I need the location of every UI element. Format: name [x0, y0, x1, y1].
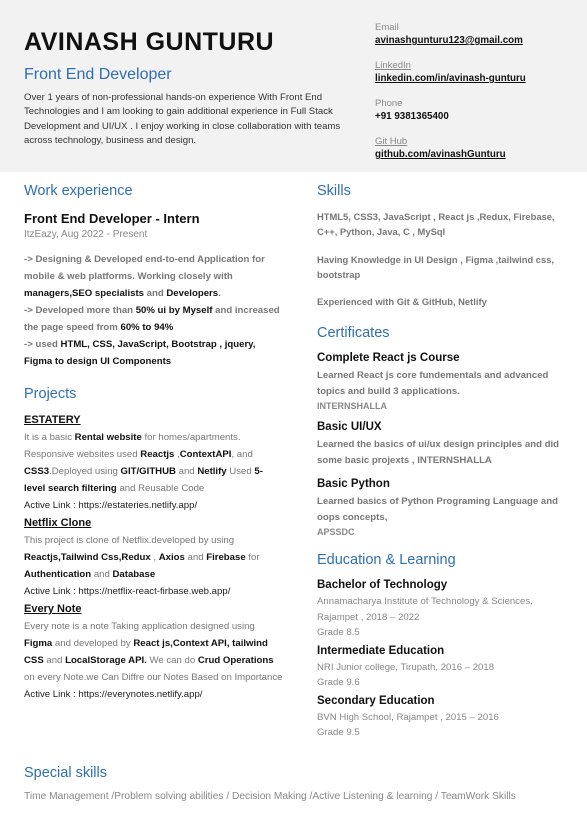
email-label: Email — [375, 22, 399, 33]
education-school: BVN High School, Rajampet , 2015 – 2016 — [317, 711, 499, 723]
work-bullet-1-text-c: and — [143, 288, 167, 299]
skills-languages: HTML5, CSS3, JavaScript , React js ,Redux, Firebase, C++, Python, Java, C , MySql — [317, 211, 555, 237]
education-degree: Bachelor of Technology — [317, 579, 448, 591]
estatery-text-12: Netlify — [197, 466, 227, 477]
certificate-issuer: APSSDC — [317, 527, 355, 537]
project-netflix-link[interactable]: Active Link : https://netflix-react-firbase.web.app/ — [24, 586, 231, 597]
education-school: NRI Junior college, Tirupath, 2016 – 2018 — [317, 661, 495, 673]
work-bullet-1-text-e: . — [218, 288, 221, 299]
certificate-item — [317, 478, 567, 540]
certificate-description: Learned the basics of ui/ux design principles and did some basic projexts , INTERNSHALLA — [317, 439, 560, 466]
project-netflix-description — [24, 532, 284, 583]
work-bullet-1-text-b: managers,SEO specialists — [24, 288, 144, 299]
work-experience-heading: Work experience — [24, 183, 133, 199]
special-skills-list: Time Management /Problem solving abilities / Decision Making /Active Listening & learning / TeamWork Skills — [24, 791, 516, 802]
project-netflix — [24, 517, 284, 600]
job-company-date: ItzEazy, Aug 2022 - Present — [24, 229, 148, 240]
estatery-text-8: CSS3 — [24, 466, 50, 477]
everynote-text-8: Crud Operations — [197, 655, 274, 666]
work-bullet-3 — [24, 336, 284, 370]
estatery-text-6: ContextAPI — [179, 449, 232, 460]
work-bullet-2-text-a: -> Developed more than — [24, 305, 136, 316]
project-estatery-link[interactable]: Active Link : https://estateries.netlify.app/ — [24, 500, 198, 511]
estatery-text-9: .Deployed using — [49, 466, 121, 477]
everynote-text-9: on every Note.we Can Diffre our Notes Based on Importance — [24, 672, 283, 683]
certificates-heading: Certificates — [317, 325, 390, 341]
education-degree: Intermediate Education — [317, 644, 445, 657]
certificate-title: Complete React js Course — [317, 352, 460, 364]
special-skills-heading: Special skills — [24, 765, 107, 781]
education-item — [317, 579, 567, 641]
estatery-text-3: for homes/apartments. Responsive websites used — [24, 432, 241, 460]
work-bullet-2 — [24, 302, 284, 336]
netflix-text-10: Database — [112, 569, 156, 580]
project-everynote-title: Every Note — [24, 603, 82, 615]
special-skills-section — [24, 765, 584, 802]
netflix-text-4: Axios — [158, 552, 185, 563]
education-item — [317, 695, 567, 741]
everynote-text-1: Every note is a note Taking application designed using — [24, 621, 255, 632]
estatery-text-7: , and — [231, 449, 253, 460]
work-bullet-2-text-b: 50% ui by Myself — [135, 305, 213, 316]
education-grade: Grade 8.5 — [317, 627, 360, 638]
skills-tools: Experienced with Git & GitHub, Netlify — [317, 296, 487, 307]
education-school: Annamacharya Institute of Technology & Sciences, Rajampet , 2018 – 2022 — [317, 596, 533, 623]
netflix-text-7: for — [245, 552, 260, 563]
estatery-text-10: GIT/GITHUB — [120, 466, 176, 477]
linkedin-label: LinkedIn — [375, 60, 411, 71]
project-netflix-title: Netflix Clone — [24, 517, 92, 529]
estatery-text-1: It is a basic — [24, 432, 75, 443]
estatery-text-14: 5-level search filtering — [24, 466, 263, 494]
everynote-text-3: and developed by — [52, 638, 134, 649]
netflix-text-5: and — [184, 552, 207, 563]
everynote-text-7: We can do — [146, 655, 198, 666]
netflix-text-1: This project is clone of Netflix.developed by using — [24, 535, 235, 546]
github-link[interactable]: github.com/avinashGunturu — [375, 149, 506, 160]
education-grade: Grade 9.6 — [317, 677, 360, 688]
project-everynote — [24, 603, 284, 703]
certificate-item — [317, 352, 567, 414]
work-bullet-3-text-b: HTML, CSS, JavaScript, Bootstrap , jquery, Figma to design UI Components — [24, 339, 256, 367]
phone-label: Phone — [375, 98, 403, 109]
work-bullet-1-text-d: Developers — [166, 288, 219, 299]
work-bullet-2-text-d: 60% to 94% — [120, 322, 174, 333]
certificate-item — [317, 421, 567, 468]
estatery-text-2: Rental website — [74, 432, 142, 443]
everynote-text-5: and — [43, 655, 66, 666]
job-title: Front End Developer - Intern — [24, 211, 200, 226]
estatery-text-15: and Reusable Code — [116, 483, 205, 494]
netflix-text-8: Authentication — [24, 569, 92, 580]
everynote-text-4: React js,Context API, tailwind CSS — [24, 638, 268, 666]
netflix-text-9: and — [91, 569, 113, 580]
work-bullet-3-text-a: -> used — [24, 339, 61, 350]
everynote-text-6: LocalStorage API. — [65, 655, 147, 666]
work-bullet-2-text-c: and increased the page speed from — [24, 305, 280, 333]
candidate-name: AVINASH GUNTURU — [24, 28, 275, 56]
projects-heading: Projects — [24, 386, 77, 402]
phone-number: +91 9381365400 — [375, 111, 449, 122]
certificate-title: Basic UI/UX — [317, 421, 382, 433]
left-column — [24, 183, 284, 703]
education-grade: Grade 9.5 — [317, 727, 360, 738]
skills-heading: Skills — [317, 183, 351, 199]
certificate-title: Basic Python — [317, 478, 390, 490]
project-everynote-link[interactable]: Active Link : https://everynotes.netlify.app/ — [24, 689, 203, 700]
project-estatery-title: ESTATERY — [24, 414, 81, 426]
profile-summary: Over 1 years of non-professional hands-on experience With Front End Technologies and I am looking to gain additional experience in Full Stack Development and UI/UX . I enjoy working in close collaboration with teams across technology, business and design. — [24, 92, 341, 147]
certificate-description: Learned React js core fundementals and advanced topics and build 3 applications. — [317, 370, 549, 397]
project-estatery — [24, 414, 284, 514]
project-everynote-description — [24, 618, 284, 686]
linkedin-link[interactable]: linkedin.com/in/avinash-gunturu — [375, 73, 526, 84]
github-label: Git Hub — [375, 136, 408, 147]
everynote-text-2: Figma — [24, 638, 53, 649]
work-bullet-1-text-a: -> Designing & Developed end-to-end Application for mobile & web platforms. Working closely with — [24, 254, 265, 282]
estatery-text-13: Used — [226, 466, 255, 477]
education-item — [317, 645, 567, 691]
netflix-text-2: Reactjs,Tailwind Css,Redux — [24, 552, 151, 563]
netflix-text-3: , — [150, 552, 159, 563]
estatery-text-4: Reactjs — [140, 449, 175, 460]
header-banner — [0, 0, 587, 172]
candidate-role: Front End Developer — [24, 66, 172, 83]
estatery-text-5: , — [174, 449, 180, 460]
contact-block — [375, 22, 580, 174]
right-column — [317, 183, 567, 741]
netflix-text-6: Firebase — [206, 552, 246, 563]
education-degree: Secondary Education — [317, 694, 435, 707]
certificate-issuer: INTERNSHALLA — [317, 401, 387, 411]
work-bullet-1 — [24, 251, 284, 302]
estatery-text-11: and — [175, 466, 198, 477]
certificate-description: Learned basics of Python Programing Language and oops concepts, — [317, 496, 558, 523]
skills-design: Having Knowledge in UI Design , Figma ,tailwind css, bootstrap — [317, 254, 555, 280]
education-heading: Education & Learning — [317, 552, 456, 568]
email-link[interactable]: avinashgunturu123@gmail.com — [375, 35, 523, 46]
project-estatery-description — [24, 429, 284, 497]
